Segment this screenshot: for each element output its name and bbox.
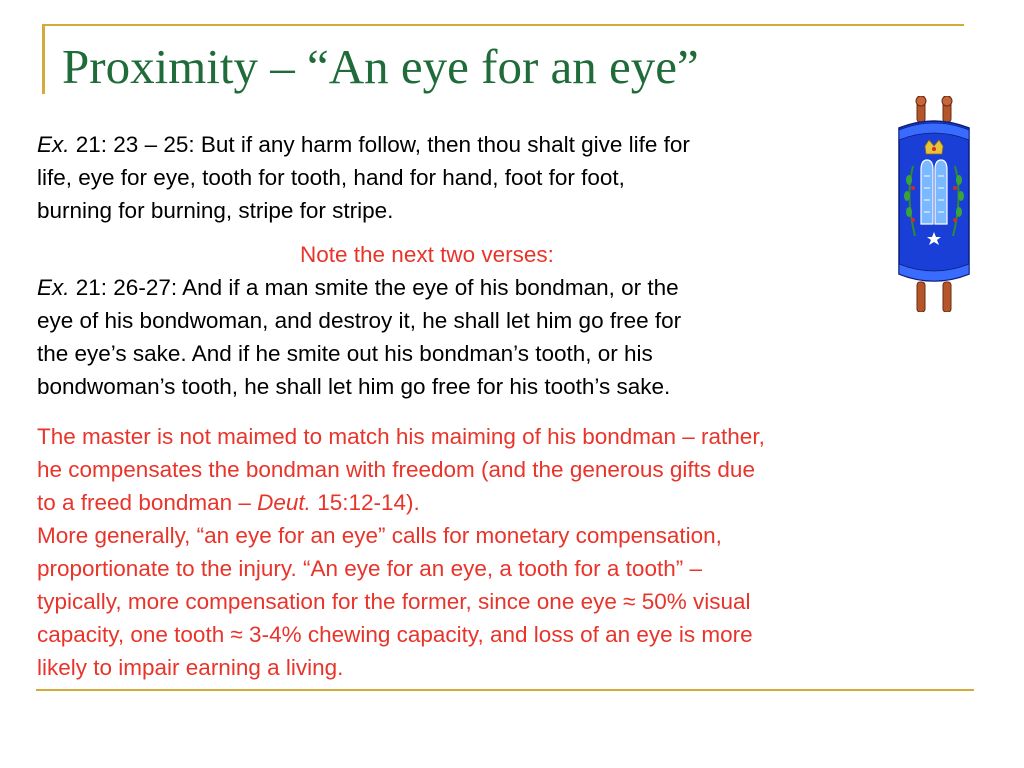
commentary-line-6: typically, more compensation for the former, since one eye ≈ 50% visual <box>37 589 751 614</box>
verse-1-book: Ex. <box>37 132 70 157</box>
commentary-line-8: likely to impair earning a living. <box>37 655 344 680</box>
commentary-line-7: capacity, one tooth ≈ 3-4% chewing capacity, and loss of an eye is more <box>37 622 753 647</box>
commentary-line-2: he compensates the bondman with freedom (and the generous gifts due <box>37 457 755 482</box>
verse-1-line-2: life, eye for eye, tooth for tooth, hand for hand, foot for foot, <box>37 165 625 190</box>
verse-2-line-4: bondwoman’s tooth, he shall let him go free for his tooth’s sake. <box>37 374 671 399</box>
commentary-block <box>37 420 977 684</box>
commentary-line-3 <box>37 486 977 519</box>
bottom-accent-line <box>36 689 974 691</box>
commentary-line-5: proportionate to the injury. “An eye for an eye, a tooth for a tooth” – <box>37 556 702 581</box>
commentary-line-3-post: 15:12-14). <box>310 490 420 515</box>
verse-1-ref: 21: 23 – 25: But if any harm follow, then thou shalt give life for <box>69 132 690 157</box>
verse-2-line-2: eye of his bondwoman, and destroy it, he shall let him go free for <box>37 308 682 333</box>
verse-1-line-3: burning for burning, stripe for stripe. <box>37 198 394 223</box>
slide-title: Proximity – “An eye for an eye” <box>62 39 699 94</box>
verse-block-1 <box>37 128 867 227</box>
commentary-line-3-pre: to a freed bondman – <box>37 490 258 515</box>
top-accent-line <box>42 24 964 26</box>
verse-2-book: Ex. <box>37 275 70 300</box>
commentary-book: Deut. <box>257 490 311 515</box>
verse-2-line-1 <box>37 271 857 304</box>
commentary-line-4: More generally, “an eye for an eye” calls for monetary compensation, <box>37 523 722 548</box>
verse-block-2 <box>37 271 857 403</box>
verse-2-ref: 21: 26-27: And if a man smite the eye of his bondman, or the <box>69 275 679 300</box>
verse-2-line-3: the eye’s sake. And if he smite out his bondman’s tooth, or his <box>37 341 653 366</box>
note-heading: Note the next two verses: <box>300 242 554 267</box>
torah-scroll-icon <box>893 96 975 312</box>
verse-1-line-1 <box>37 128 867 161</box>
commentary-line-1: The master is not maimed to match his maiming of his bondman – rather, <box>37 424 765 449</box>
left-accent-bar <box>42 24 45 94</box>
